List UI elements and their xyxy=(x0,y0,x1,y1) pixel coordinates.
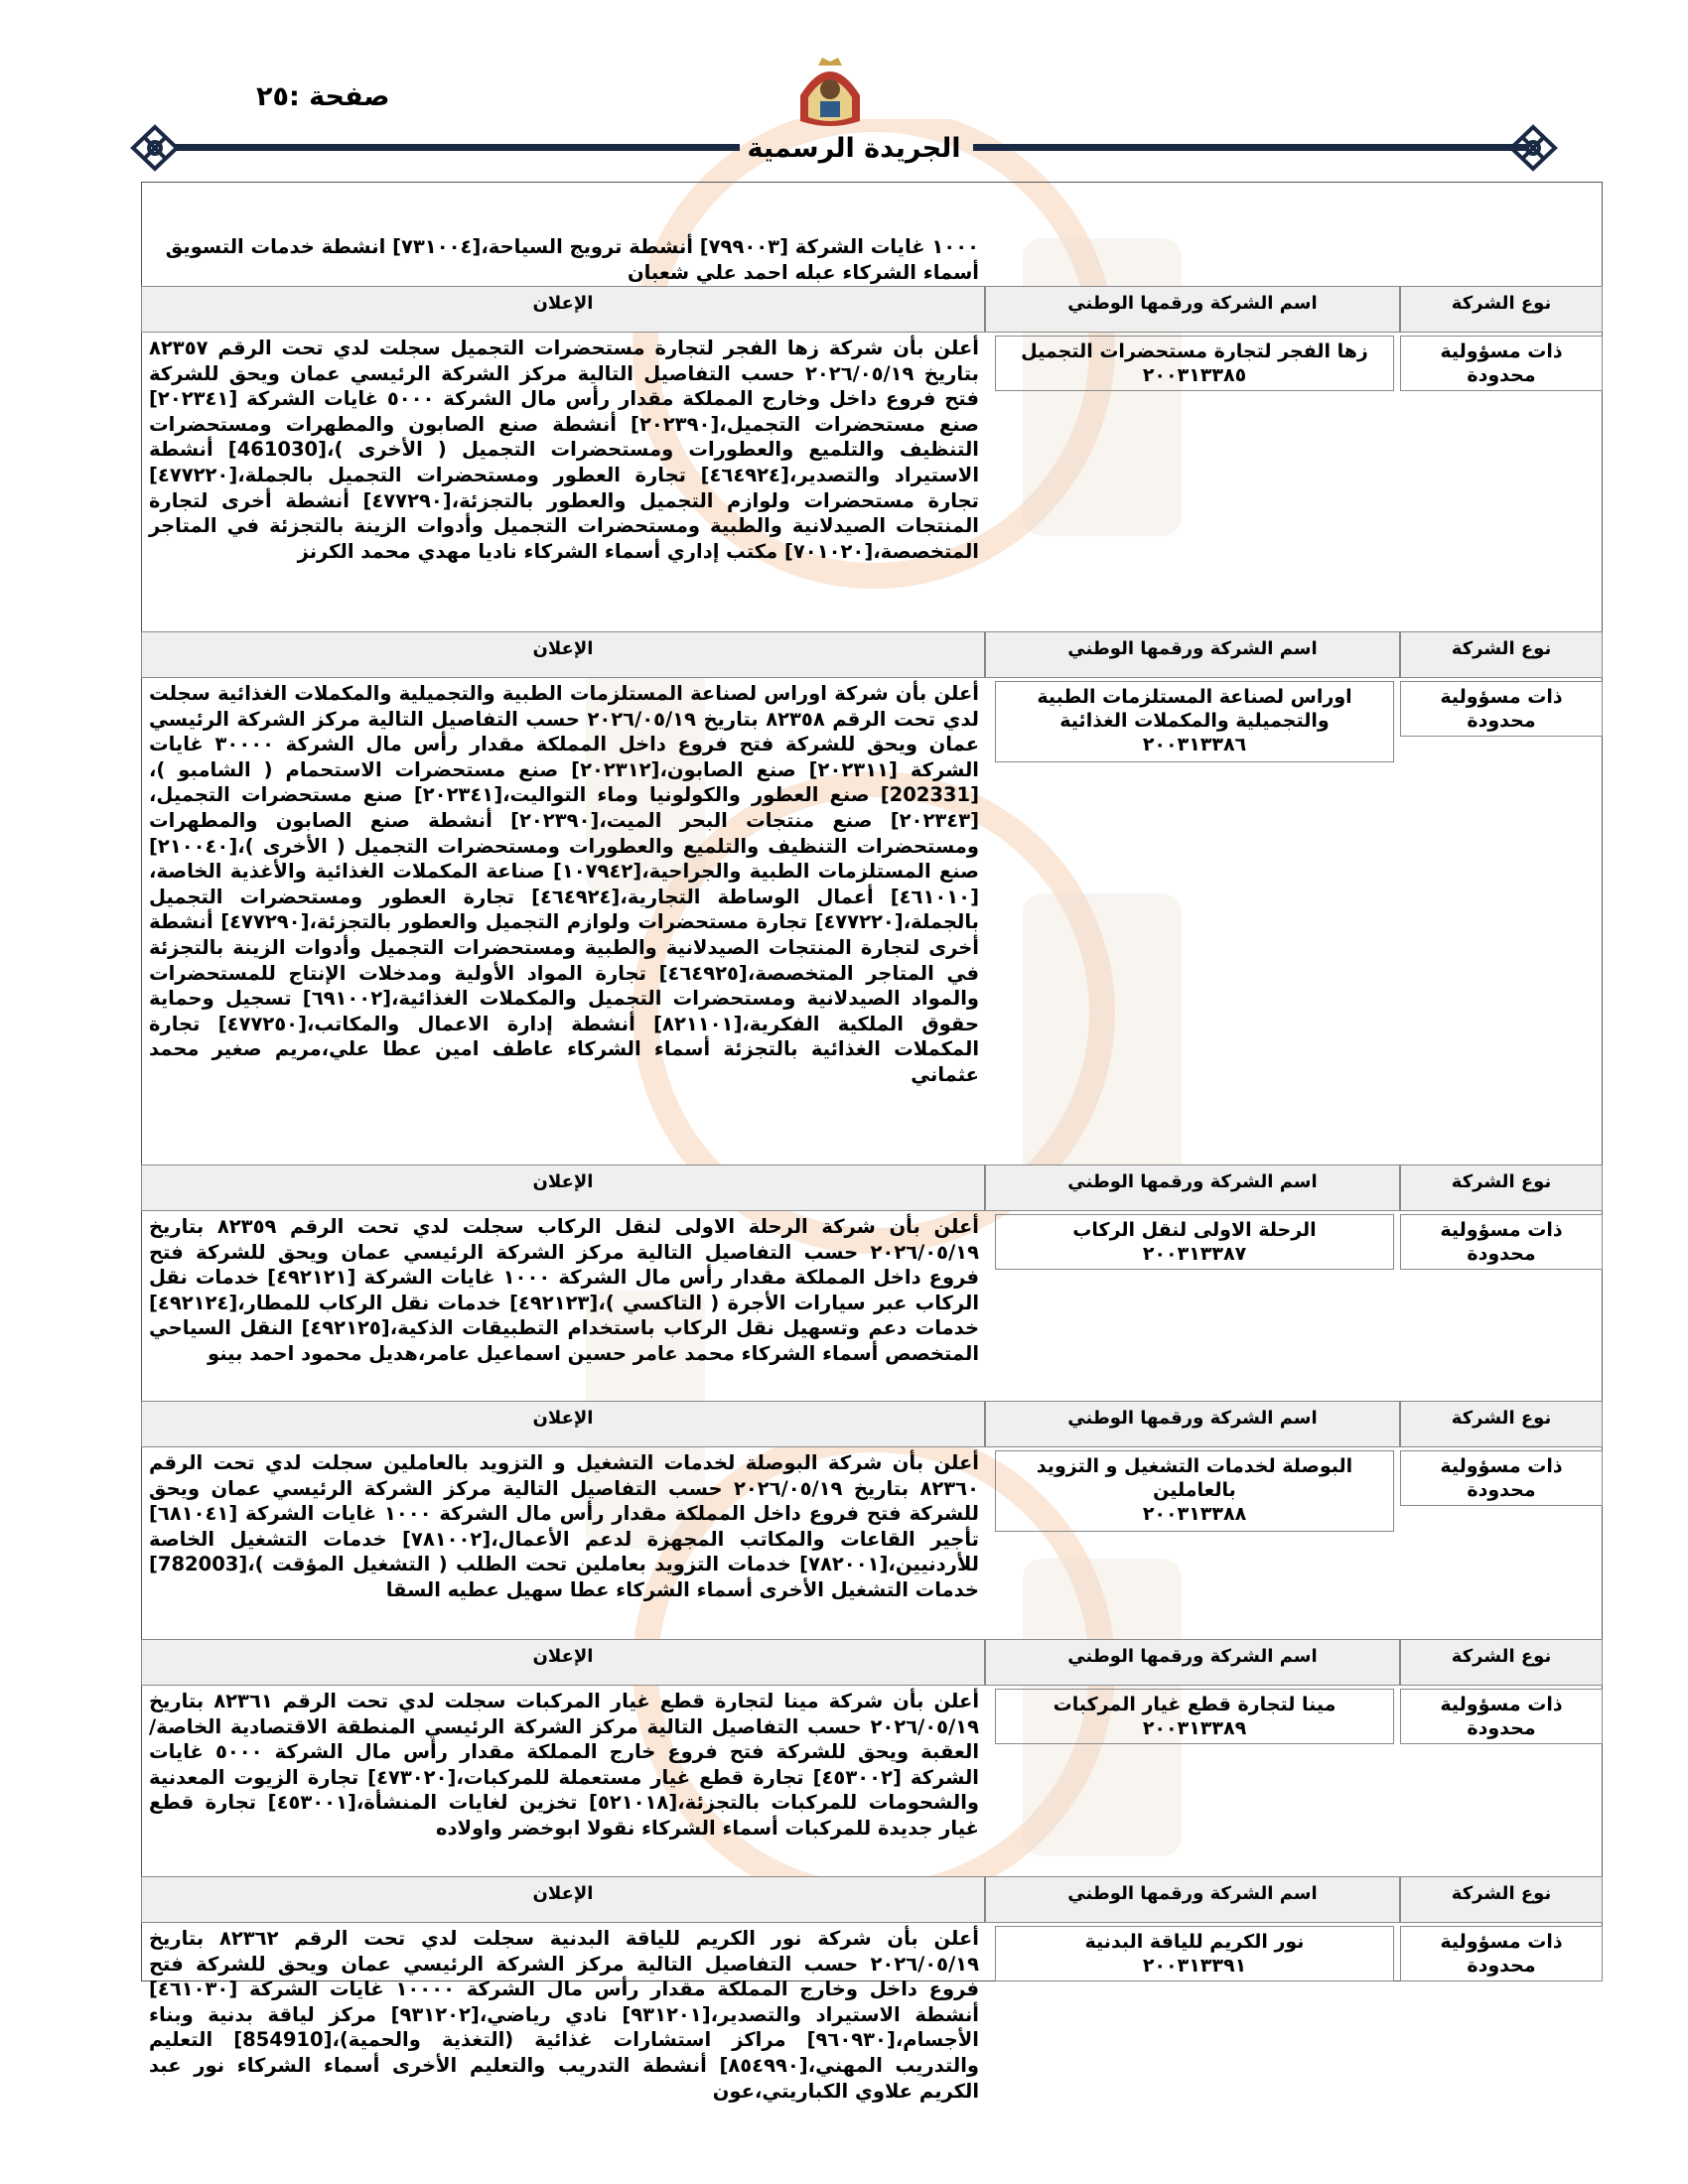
company-name-cell xyxy=(995,681,1394,762)
company-type: ذات مسؤولية محدودة xyxy=(1400,1926,1603,1981)
ornament-knot-icon xyxy=(129,123,181,173)
ornament-knot-icon xyxy=(1507,123,1559,173)
company-name-cell xyxy=(995,1689,1394,1744)
gazette-title: الجريدة الرسمية xyxy=(747,133,961,164)
announcement-text: أعلن بأن شركة زها الفجر لتجارة مستحضرات التجميل سجلت لدي تحت الرقم ٨٢٣٥٧ بتاريخ ٢٠٢٦/٠٥/١٩ حسب التفاصيل التالية مركز الشركة الرئيسي عمان ويحق للشركة فتح فروع داخل وخارج المملكة مقدار رأس مال الشركة ٥٠٠٠ غايات الشركة [٢٠٢٣٤١] صنع مستحضرات التجميل،[٢٠٢٣٩٠] أنشطة صنع الصابون والمطهرات ومستحضرات التنظيف والتلميع والعطورات ومستحضرات التجميل ( الأخرى )،[461030] أنشطة الاستيراد والتصدير،[٤٦٤٩٢٤] تجارة العطور ومستحضرات التجميل بالجملة،[٤٧٧٢٢٠] تجارة مستحضرات ولوازم التجميل والعطور بالتجزئة،[٤٧٧٢٩٠] أنشطة أخرى لتجارة المنتجات الصيدلانية والطبية ومستحضرات التجميل وأدوات الزينة بالتجزئة في المتاجر المتخصصة،[٧٠١٠٢٠] مكتب إداري أسماء الشركاء ناديا مهدي محمد الكرنز xyxy=(149,337,980,563)
national-number: ٢٠٠٣١٣٣٨٨ xyxy=(1142,1503,1247,1525)
announcement-text: أعلن بأن شركة مينا لتجارة قطع غيار المركبات سجلت لدي تحت الرقم ٨٢٣٦١ بتاريخ ٢٠٢٦/٠٥/١٩ حسب التفاصيل التالية مركز الشركة الرئيسي المنطقة الاقتصادية الخاصة/ العقبة ويحق للشركة فتح فروع خارج المملكة مقدار رأس مال الشركة ٥٠٠٠ غايات الشركة [٤٥٣٠٠٢] تجارة قطع غيار مستعملة للمركبات،[٤٧٣٠٢٠] تجارة الزيوت المعدنية والشحومات للمركبات بالتجزئة،[٥٢١٠١٨] تخزين لغايات المنشأة،[٤٥٣٠٠١] تجارة قطع غيار جديدة للمركبات أسماء الشركاء نقولا ابوخضر واولاده xyxy=(149,1690,980,1840)
company-type: ذات مسؤولية محدودة xyxy=(1400,336,1603,391)
company-name-cell xyxy=(995,336,1394,391)
header-announcement: الإعلان xyxy=(141,1876,985,1923)
header-announcement: الإعلان xyxy=(141,631,985,678)
national-number: ٢٠٠٣١٣٣٩١ xyxy=(1142,1955,1247,1977)
company-name: الرحلة الاولى لنقل الركاب xyxy=(1072,1219,1317,1241)
national-number: ٢٠٠٣١٣٣٨٧ xyxy=(1142,1243,1247,1265)
coat-of-arms-icon xyxy=(790,56,870,131)
national-number: ٢٠٠٣١٣٣٨٥ xyxy=(1142,364,1247,386)
announcement-text: أعلن بأن شركة اوراس لصناعة المستلزمات الطبية والتجميلية والمكملات الغذائية سجلت لدي تحت الرقم ٨٢٣٥٨ بتاريخ ٢٠٢٦/٠٥/١٩ حسب التفاصيل التالية مركز الشركة الرئيسي عمان ويحق للشركة فتح فروع داخل المملكة مقدار رأس مال الشركة ٣٠٠٠٠ غايات الشركة [٢٠٢٣١١] صنع الصابون،[٢٠٢٣١٢] صنع مستحضرات الاستحمام ( الشامبو )،[202331] صنع العطور والكولونيا وماء التواليت،[٢٠٢٣٤١] صنع مستحضرات التجميل،[٢٠٢٣٤٣] صنع منتجات البحر الميت،[٢٠٢٣٩٠] أنشطة صنع الصابون والمطهرات ومستحضرات التنظيف والتلميع والعطورات ومستحضرات التجميل ( الأخرى )،[٢١٠٠٤٠] صنع المستلزمات الطبية والجراحية،[١٠٧٩٤٢] صناعة المكملات الغذائية والأغذية الخاصة،[٤٦١٠١٠] أعمال الوساطة التجارية،[٤٦٤٩٢٤] تجارة العطور ومستحضرات التجميل بالجملة،[٤٧٧٢٢٠] تجارة مستحضرات ولوازم التجميل والعطور بالتجزئة،[٤٧٧٢٩٠] أنشطة أخرى لتجارة المنتجات الصيدلانية والطبية ومستحضرات التجميل وأدوات الزينة بالتجزئة في المتاجر المتخصصة،[٤٦٤٩٢٥] تجارة المواد الأولية ومدخلات الإنتاج للمستحضرات والمواد الصيدلانية ومستحضرات التجميل والمكملات الغذائية،[٦٩١٠٠٢] تسجيل وحماية حقوق الملكية الفكرية،[٨٢١١٠١] أنشطة إدارة الاعمال والمكاتب،[٤٧٧٢٥٠] تجارة المكملات الغذائية بالتجزئة أسماء الشركاء عاطف امين عطا علي،مريم صغير محمد عثماني xyxy=(149,682,980,1086)
header-company-type: نوع الشركة xyxy=(1400,286,1603,333)
announcement-text: أعلن بأن شركة نور الكريم للياقة البدنية سجلت لدي تحت الرقم ٨٢٣٦٢ بتاريخ ٢٠٢٦/٠٥/١٩ حسب التفاصيل التالية مركز الشركة الرئيسي عمان ويحق للشركة فتح فروع داخل وخارج المملكة مقدار رأس مال الشركة ١٠٠٠٠ غايات الشركة [٤٦١٠٣٠] أنشطة الاستيراد والتصدير،[٩٣١٢٠١] نادي رياضي،[٩٣١٢٠٢] مركز لياقة بدنية وبناء الأجسام،[٩٦٠٩٣٠] مراكز استشارات غذائية (التغذية والحمية)،[854910] التعليم والتدريب المهني،[٨٥٤٩٩٠] أنشطة التدريب والتعليم الأخرى أسماء الشركاء نور عبد الكريم علاوي الكباريتي،عون xyxy=(149,1927,980,2103)
page-number: صفحة :٢٥ xyxy=(256,81,390,112)
company-name-cell xyxy=(995,1214,1394,1270)
header-company-name: اسم الشركة ورقمها الوطني xyxy=(985,1401,1400,1447)
header-announcement: الإعلان xyxy=(141,1639,985,1686)
header-company-name: اسم الشركة ورقمها الوطني xyxy=(985,1164,1400,1211)
header-company-name: اسم الشركة ورقمها الوطني xyxy=(985,286,1400,333)
company-name-cell xyxy=(995,1450,1394,1532)
company-type: ذات مسؤولية محدودة xyxy=(1400,1450,1603,1506)
header-rule-right xyxy=(973,144,1529,151)
company-name: مينا لتجارة قطع غيار المركبات xyxy=(1053,1694,1336,1715)
header-announcement: الإعلان xyxy=(141,286,985,333)
company-name: نور الكريم للياقة البدنية xyxy=(1084,1931,1305,1953)
continuation-text: ١٠٠٠ غايات الشركة [٧٩٩٠٠٣] أنشطة ترويج السياحة،[٧٣١٠٠٤] انشطة خدمات التسويق أسماء الشركاء عبله احمد علي شعبان xyxy=(165,235,979,284)
header-rule-left xyxy=(174,144,740,151)
header-announcement: الإعلان xyxy=(141,1401,985,1447)
company-name: زها الفجر لتجارة مستحضرات التجميل xyxy=(1021,341,1368,362)
header-company-type: نوع الشركة xyxy=(1400,1164,1603,1211)
header-company-type: نوع الشركة xyxy=(1400,1639,1603,1686)
company-type: ذات مسؤولية محدودة xyxy=(1400,1689,1603,1744)
announcement-text: أعلن بأن شركة البوصلة لخدمات التشغيل و التزويد بالعاملين سجلت لدي تحت الرقم ٨٢٣٦٠ بتاريخ ٢٠٢٦/٠٥/١٩ حسب التفاصيل التالية مركز الشركة الرئيسي عمان ويحق للشركة فتح فروع داخل المملكة مقدار رأس مال الشركة ١٠٠٠ غايات الشركة [٦٨١٠٤١] تأجير القاعات والمكاتب المجهزة لدعم الأعمال،[٧٨١٠٠٢] خدمات التشغيل الخاصة للأردنيين،[٧٨٢٠٠١] خدمات التزويد بعاملين تحت الطلب ( التشغيل المؤقت )،[782003] خدمات التشغيل الأخرى أسماء الشركاء عطا سهيل عطيه السقا xyxy=(149,1451,979,1601)
header-company-name: اسم الشركة ورقمها الوطني xyxy=(985,1876,1400,1923)
company-name-cell xyxy=(995,1926,1394,1981)
header-company-type: نوع الشركة xyxy=(1400,1876,1603,1923)
header-company-type: نوع الشركة xyxy=(1400,631,1603,678)
national-number: ٢٠٠٣١٣٣٨٩ xyxy=(1142,1717,1247,1739)
national-number: ٢٠٠٣١٣٣٨٦ xyxy=(1142,734,1247,755)
header-announcement: الإعلان xyxy=(141,1164,985,1211)
header-company-name: اسم الشركة ورقمها الوطني xyxy=(985,631,1400,678)
company-type: ذات مسؤولية محدودة xyxy=(1400,681,1603,737)
announcement-text: أعلن بأن شركة الرحلة الاولى لنقل الركاب سجلت لدي تحت الرقم ٨٢٣٥٩ بتاريخ ٢٠٢٦/٠٥/١٩ حسب التفاصيل التالية مركز الشركة الرئيسي عمان ويحق للشركة فتح فروع داخل المملكة مقدار رأس مال الشركة ١٠٠٠ غايات الشركة [٤٩٢١٢١] خدمات نقل الركاب عبر سيارات الأجرة ( التاكسي )،[٤٩٢١٢٣] خدمات نقل الركاب للمطار،[٤٩٢١٢٤] خدمات دعم وتسهيل نقل الركاب باستخدام التطبيقات الذكية،[٤٩٢١٢٥] النقل السياحي المتخصص أسماء الشركاء محمد عامر حسين اسماعيل عامر،هديل محمود احمد بينو xyxy=(149,1215,980,1365)
company-name: اوراس لصناعة المستلزمات الطبية والتجميلية والمكملات الغذائية xyxy=(1037,686,1352,732)
company-type: ذات مسؤولية محدودة xyxy=(1400,1214,1603,1270)
header-company-type: نوع الشركة xyxy=(1400,1401,1603,1447)
company-name: البوصلة لخدمات التشغيل و التزويد بالعاملين xyxy=(1036,1455,1353,1501)
header-company-name: اسم الشركة ورقمها الوطني xyxy=(985,1639,1400,1686)
